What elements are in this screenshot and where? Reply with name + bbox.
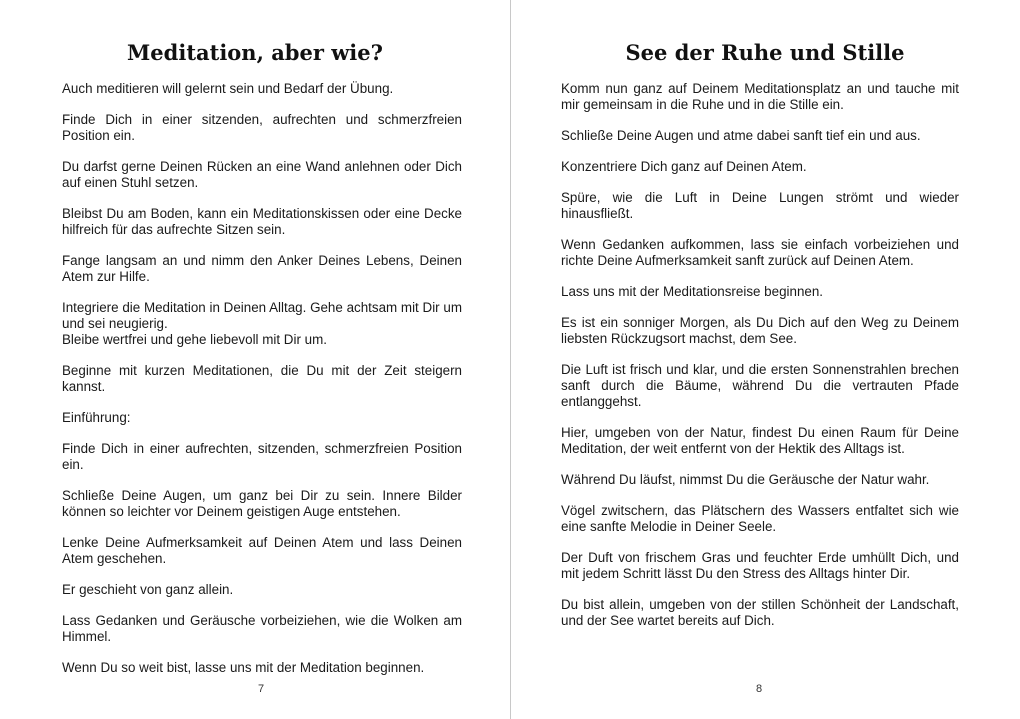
paragraph [561, 472, 959, 488]
paragraph-line: Finde Dich in einer aufrechten, sitzenden, schmerzfreien Position ein. [62, 441, 462, 472]
right-page-number: 8 [756, 683, 763, 695]
left-page-number: 7 [258, 683, 265, 695]
paragraph [561, 237, 959, 269]
paragraph-line: Bleibst Du am Boden, kann ein Meditationskissen oder eine Decke hilfreich für das aufrechte Sitzen sein. [62, 206, 462, 237]
left-page-title: Meditation, aber wie? [127, 40, 383, 65]
paragraph-line: Finde Dich in einer sitzenden, aufrechten und schmerzfreien Position ein. [62, 112, 462, 143]
paragraph-line: Während Du läufst, nimmst Du die Geräusche der Natur wahr. [561, 472, 930, 487]
paragraph-line: Du darfst gerne Deinen Rücken an eine Wand anlehnen oder Dich auf einen Stuhl setzen. [62, 159, 462, 190]
paragraph-line: Spüre, wie die Luft in Deine Lungen strömt und wieder hinausfließt. [561, 190, 959, 221]
paragraph [561, 597, 959, 629]
paragraph-line: Schließe Deine Augen und atme dabei sanft tief ein und aus. [561, 128, 921, 143]
paragraph-line: Beginne mit kurzen Meditationen, die Du mit der Zeit steigern kannst. [62, 363, 462, 394]
paragraph [561, 315, 959, 347]
paragraph-line: Vögel zwitschern, das Plätschern des Wassers entfaltet sich wie eine sanfte Melodie in Deiner Seele. [561, 503, 959, 534]
paragraph [561, 503, 959, 535]
right-page-title: See der Ruhe und Stille [625, 40, 905, 65]
paragraph [561, 362, 959, 410]
paragraph-line: Komm nun ganz auf Deinem Meditationsplatz an und tauche mit mir gemeinsam in die Ruhe und in die Stille ein. [561, 81, 959, 112]
paragraph-line: Es ist ein sonniger Morgen, als Du Dich auf den Weg zu Deinem liebsten Rückzugsort machst, dem See. [561, 315, 959, 346]
paragraph-line: Die Luft ist frisch und klar, und die ersten Sonnenstrahlen brechen sanft durch die Bäume, während Du die vertrauten Pfade entlanggehst. [561, 362, 959, 409]
paragraph [561, 425, 959, 457]
right-page-body [561, 81, 959, 644]
paragraph [561, 550, 959, 582]
paragraph-line: Lenke Deine Aufmerksamkeit auf Deinen Atem und lass Deinen Atem geschehen. [62, 535, 462, 566]
paragraph-line: Auch meditieren will gelernt sein und Bedarf der Übung. [62, 81, 394, 96]
paragraph [561, 190, 959, 222]
paragraph-line: Wenn Du so weit bist, lasse uns mit der Meditation beginnen. [62, 660, 425, 675]
paragraph [561, 81, 959, 113]
paragraph-line: Integriere die Meditation in Deinen Alltag. Gehe achtsam mit Dir um und sei neugierig. [62, 300, 462, 331]
paragraph-line: Er geschieht von ganz allein. [62, 582, 234, 597]
paragraph-line: Wenn Gedanken aufkommen, lass sie einfach vorbeiziehen und richte Deine Aufmerksamkeit sanft zurück auf Deinen Atem. [561, 237, 959, 268]
paragraph [561, 159, 959, 175]
paragraph-line: Hier, umgeben von der Natur, findest Du einen Raum für Deine Meditation, der weit entfernt von der Hektik des Alltags ist. [561, 425, 959, 456]
paragraph-line: Fange langsam an und nimm den Anker Deines Lebens, Deinen Atem zur Hilfe. [62, 253, 462, 284]
paragraph-line: Einführung: [62, 410, 131, 425]
paragraph-line: Konzentriere Dich ganz auf Deinen Atem. [561, 159, 807, 174]
paragraph-line: Der Duft von frischem Gras und feuchter Erde umhüllt Dich, und mit jedem Schritt lässt Du den Stress des Alltags hinter Dir. [561, 550, 959, 581]
paragraph-line: Lass Gedanken und Geräusche vorbeiziehen, wie die Wolken am Himmel. [62, 613, 462, 644]
paragraph-line: Du bist allein, umgeben von der stillen Schönheit der Landschaft, und der See wartet bereits auf Dich. [561, 597, 959, 628]
paragraph-line: Schließe Deine Augen, um ganz bei Dir zu sein. Innere Bilder können so leichter vor Deinem geistigen Auge entstehen. [62, 488, 462, 519]
paragraph [561, 128, 959, 144]
paragraph-line: Bleibe wertfrei und gehe liebevoll mit Dir um. [62, 332, 327, 347]
paragraph-line: Lass uns mit der Meditationsreise beginnen. [561, 284, 824, 299]
paragraph [561, 284, 959, 300]
